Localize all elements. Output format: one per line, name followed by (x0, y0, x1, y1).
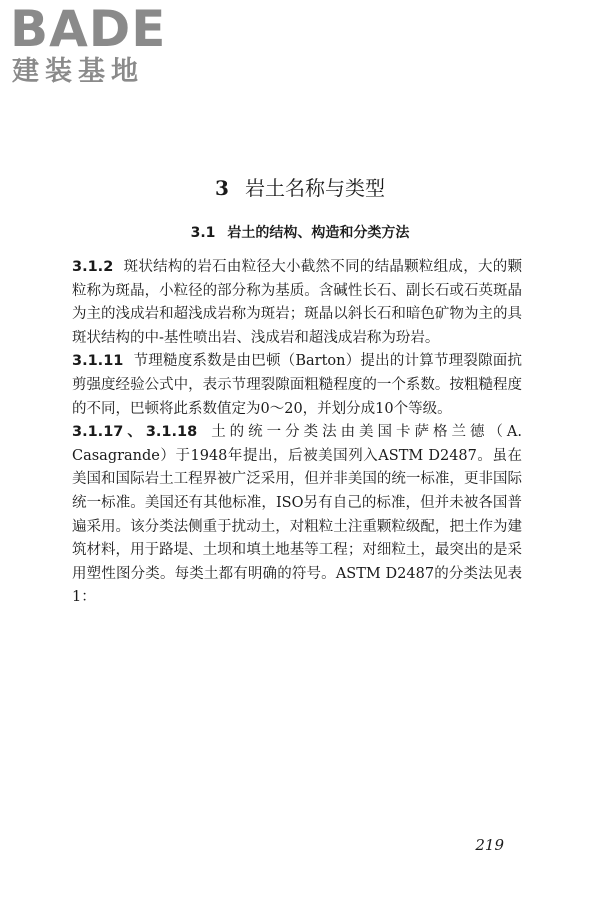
paragraph (72, 421, 522, 610)
chapter-title (0, 172, 600, 201)
body-text (72, 256, 522, 610)
logo-subtitle: 建装基地 (12, 56, 144, 87)
section-title (0, 222, 600, 242)
page-number: 219 (475, 836, 504, 854)
chapter-number: 3 (215, 176, 229, 200)
paragraph-text: 节理糙度系数是由巴顿（Barton）提出的计算节理裂隙面抗剪强度经验公式中，表示节理裂隙面粗糙程度的一个系数。按粗糙程度的不同，巴顿将此系数值定为0～20，并划分成10个等级。 (72, 353, 522, 417)
section-number: 3.1 (190, 225, 216, 241)
chapter-title-text: 岩土名称与类型 (244, 176, 385, 200)
paragraph-text: 斑状结构的岩石由粒径大小截然不同的结晶颗粒组成，大的颗粒称为斑晶，小粒径的部分称为基质。含碱性长石、副长石或石英斑晶为主的浅成岩和超浅成岩称为斑岩；斑晶以斜长石和暗色矿物为主的具斑状结构的中-基性喷出岩、浅成岩和超浅成岩称为玢岩。 (72, 259, 522, 346)
section-title-text: 岩土的结构、构造和分类方法 (227, 225, 410, 241)
logo-brand: BADE (10, 0, 167, 58)
paragraph (72, 256, 522, 350)
paragraph-number: 3.1.17、3.1.18 (72, 424, 198, 441)
logo (10, 0, 180, 90)
paragraph-text: 土的统一分类法由美国卡萨格兰德（A. Casagrande）于1948年提出，后被美国列入ASTM D2487。虽在美国和国际岩土工程界被广泛采用，但并非美国的统一标准，更非国际统一标准。美国还有其他标准，ISO另有自己的标准，但并未被各国普遍采用。该分类法侧重于扰动土，对粗粒土注重颗粒级配，把土作为建筑材料，用于路堤、土坝和填土地基等工程；对细粒土，最突出的是采用塑性图分类。每类土都有明确的符号。ASTM D2487的分类法见表1： (72, 424, 522, 606)
paragraph-number: 3.1.2 (72, 259, 114, 275)
paragraph (72, 350, 522, 421)
paragraph-number: 3.1.11 (72, 353, 124, 370)
